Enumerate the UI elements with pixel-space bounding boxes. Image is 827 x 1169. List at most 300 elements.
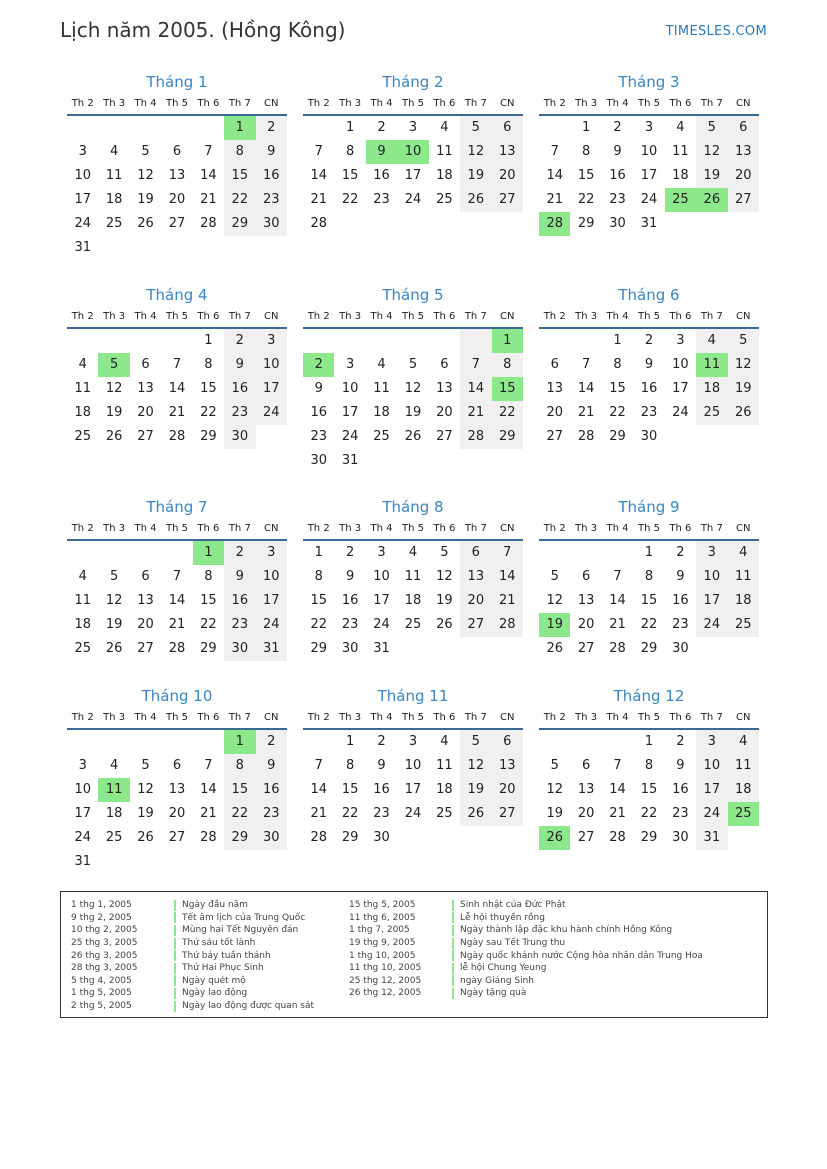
day-cell: 3 (256, 329, 287, 353)
legend-holiday-name: Thứ bảy tuần thánh (182, 950, 271, 961)
day-cell: 14 (546, 168, 563, 183)
day-cell: 15 (341, 782, 359, 797)
empty-day-cell (130, 329, 161, 353)
day-cell: 21 (200, 806, 217, 821)
legend-column-left (71, 899, 314, 1012)
day-cell: 30 (256, 212, 287, 236)
day-cell: 14 (310, 782, 327, 797)
day-cell: 8 (224, 754, 255, 778)
holiday-day-cell: 1 (224, 730, 255, 754)
legend-entry (71, 924, 314, 937)
day-cell: 1 (345, 120, 355, 135)
month-title: Tháng 2 (382, 73, 444, 91)
day-cell: 15 (224, 164, 255, 188)
weekday-label: Th 7 (464, 522, 487, 534)
day-cell: 29 (640, 830, 658, 845)
day-cell: 31 (74, 854, 91, 869)
day-cell: 29 (200, 641, 217, 656)
days-grid (539, 730, 759, 850)
weekday-label: Th 6 (197, 97, 220, 109)
legend-entry (71, 937, 314, 950)
day-cell: 24 (404, 192, 422, 207)
empty-day-cell (539, 730, 570, 754)
day-cell: 21 (609, 617, 626, 632)
empty-day-cell (193, 116, 224, 140)
legend-date: 26 thg 12, 2005 (349, 988, 422, 999)
day-cell: 6 (728, 116, 759, 140)
weekday-label: CN (736, 522, 751, 534)
day-cell: 10 (640, 144, 658, 159)
day-cell: 4 (696, 329, 727, 353)
day-cell: 15 (200, 593, 217, 608)
empty-day-cell (570, 541, 601, 565)
month-title: Tháng 4 (146, 286, 208, 304)
legend-marker (452, 900, 454, 911)
day-cell: 10 (373, 569, 390, 584)
day-cell: 16 (672, 782, 689, 797)
holiday-day-cell: 1 (224, 116, 255, 140)
day-cell: 27 (577, 641, 595, 656)
day-cell: 20 (436, 405, 453, 420)
day-cell: 8 (204, 357, 213, 372)
day-cell: 20 (492, 164, 523, 188)
legend-date: 9 thg 2, 2005 (71, 912, 132, 923)
day-cell: 23 (672, 617, 689, 632)
holiday-day-cell: 28 (539, 212, 570, 236)
day-cell: 19 (696, 164, 727, 188)
holiday-day-cell: 26 (539, 826, 570, 850)
month-calendar (303, 72, 523, 236)
legend-holiday-name: Ngày quốc khánh nước Cộng hòa nhân dân Trung Hoa (460, 950, 703, 961)
day-cell: 11 (404, 569, 422, 584)
day-cell: 25 (404, 617, 422, 632)
empty-day-cell (193, 730, 224, 754)
day-cell: 21 (168, 405, 186, 420)
weekday-label: Th 4 (370, 97, 393, 109)
weekday-label: Th 5 (637, 97, 660, 109)
weekday-header (303, 92, 523, 116)
weekday-label: CN (736, 97, 751, 109)
day-cell: 10 (256, 565, 287, 589)
day-cell: 2 (256, 116, 287, 140)
day-cell: 2 (676, 734, 685, 749)
legend-marker (452, 975, 454, 986)
empty-day-cell (334, 329, 365, 353)
day-cell: 16 (224, 377, 255, 401)
day-cell: 2 (613, 120, 622, 135)
days-grid (539, 541, 759, 661)
legend-date: 10 thg 2, 2005 (71, 925, 138, 936)
month-calendar (303, 497, 523, 661)
month-title: Tháng 1 (146, 73, 208, 91)
day-cell: 2 (377, 120, 386, 135)
day-cell: 23 (373, 806, 390, 821)
empty-day-cell (460, 329, 491, 353)
empty-day-cell (67, 730, 98, 754)
day-cell: 14 (168, 381, 186, 396)
weekday-label: Th 7 (228, 711, 251, 723)
holiday-day-cell: 25 (728, 802, 759, 826)
day-cell: 8 (644, 758, 654, 773)
day-cell: 21 (200, 192, 217, 207)
day-cell: 31 (341, 453, 359, 468)
day-cell: 7 (550, 144, 559, 159)
day-cell: 30 (310, 453, 327, 468)
weekday-label: Th 5 (637, 711, 660, 723)
day-cell: 3 (408, 120, 418, 135)
day-cell: 3 (696, 730, 727, 754)
legend-entry (71, 912, 314, 925)
day-cell: 18 (436, 168, 453, 183)
day-cell: 30 (640, 429, 658, 444)
day-cell: 6 (141, 357, 150, 372)
day-cell: 10 (696, 754, 727, 778)
day-cell: 23 (224, 613, 255, 637)
weekday-label: Th 3 (339, 310, 362, 322)
day-cell: 29 (341, 830, 359, 845)
day-cell: 11 (436, 758, 453, 773)
weekday-header (303, 305, 523, 329)
legend-holiday-name: Mùng hai Tết Nguyên đán (182, 925, 299, 936)
weekday-label: Th 4 (606, 97, 629, 109)
day-cell: 28 (310, 830, 327, 845)
day-cell: 22 (640, 617, 658, 632)
days-grid (539, 116, 759, 236)
legend-marker (452, 938, 454, 949)
day-cell: 19 (436, 593, 453, 608)
day-cell: 5 (728, 329, 759, 353)
day-cell: 11 (373, 381, 390, 396)
day-cell: 2 (345, 545, 355, 560)
legend-entry (71, 1000, 314, 1013)
day-cell: 31 (696, 826, 727, 850)
weekday-header (303, 517, 523, 541)
legend-holiday-name: Sinh nhật của Đức Phật (460, 900, 566, 911)
day-cell: 2 (224, 329, 255, 353)
day-cell: 17 (640, 168, 658, 183)
day-cell: 29 (492, 425, 523, 449)
day-cell: 26 (137, 830, 154, 845)
day-cell: 15 (224, 778, 255, 802)
weekday-label: Th 3 (103, 97, 126, 109)
day-cell: 25 (728, 613, 759, 637)
weekday-label: Th 7 (700, 522, 723, 534)
day-cell: 4 (78, 357, 87, 372)
day-cell: 23 (341, 617, 359, 632)
empty-day-cell (539, 116, 570, 140)
weekday-label: Th 5 (637, 522, 660, 534)
day-cell: 7 (204, 144, 213, 159)
weekday-label: CN (736, 310, 751, 322)
day-cell: 25 (74, 641, 91, 656)
legend-entry (349, 975, 703, 988)
weekday-label: Th 5 (165, 97, 188, 109)
legend-entry (71, 949, 314, 962)
day-cell: 27 (577, 830, 595, 845)
day-cell: 22 (200, 405, 217, 420)
day-cell: 29 (310, 641, 327, 656)
day-cell: 24 (373, 617, 390, 632)
day-cell: 17 (373, 593, 390, 608)
weekday-label: Th 3 (575, 97, 598, 109)
day-cell: 9 (345, 569, 355, 584)
legend-entry (349, 987, 703, 1000)
weekday-label: CN (264, 310, 279, 322)
day-cell: 7 (492, 541, 523, 565)
day-cell: 11 (728, 754, 759, 778)
day-cell: 8 (345, 144, 355, 159)
holiday-day-cell: 25 (665, 188, 696, 212)
day-cell: 26 (460, 802, 491, 826)
day-cell: 19 (728, 377, 759, 401)
weekday-header (539, 92, 759, 116)
month-calendar (539, 686, 759, 850)
day-cell: 27 (460, 613, 491, 637)
day-cell: 16 (341, 593, 359, 608)
day-cell: 13 (436, 381, 453, 396)
day-cell: 4 (78, 569, 87, 584)
day-cell: 18 (436, 782, 453, 797)
day-cell: 30 (672, 830, 689, 845)
day-cell: 26 (105, 641, 123, 656)
day-cell: 28 (609, 641, 626, 656)
day-cell: 15 (341, 168, 359, 183)
empty-day-cell (130, 730, 161, 754)
day-cell: 6 (581, 569, 591, 584)
weekday-label: Th 2 (71, 522, 94, 534)
day-cell: 21 (577, 405, 595, 420)
day-cell: 14 (460, 377, 491, 401)
day-cell: 30 (672, 641, 689, 656)
day-cell: 25 (436, 806, 453, 821)
weekday-label: Th 7 (700, 97, 723, 109)
day-cell: 27 (492, 188, 523, 212)
day-cell: 9 (676, 758, 685, 773)
weekday-label: Th 2 (307, 310, 330, 322)
legend-holiday-name: Ngày sau Tết Trung thu (460, 938, 566, 949)
day-cell: 8 (314, 569, 323, 584)
day-cell: 30 (256, 826, 287, 850)
day-cell: 4 (676, 120, 685, 135)
day-cell: 17 (404, 782, 422, 797)
weekday-label: Th 6 (669, 310, 692, 322)
legend-marker (174, 912, 176, 923)
day-cell: 4 (728, 730, 759, 754)
weekday-label: Th 2 (71, 97, 94, 109)
page-title: Lịch năm 2005. (Hồng Kông) (60, 18, 346, 42)
day-cell: 3 (345, 357, 355, 372)
day-cell: 28 (460, 425, 491, 449)
day-cell: 16 (373, 782, 390, 797)
legend-marker (452, 988, 454, 999)
weekday-label: CN (736, 711, 751, 723)
holiday-day-cell: 26 (696, 188, 727, 212)
day-cell: 12 (436, 569, 453, 584)
legend-holiday-name: Ngày quét mộ (182, 975, 246, 986)
day-cell: 2 (224, 541, 255, 565)
day-cell: 8 (581, 144, 591, 159)
days-grid (303, 730, 523, 850)
day-cell: 24 (672, 405, 689, 420)
weekday-label: Th 5 (401, 310, 424, 322)
weekday-header (539, 517, 759, 541)
day-cell: 10 (696, 565, 727, 589)
legend-holiday-name: ngày Giáng Sinh (460, 975, 535, 986)
empty-day-cell (429, 329, 460, 353)
day-cell: 13 (137, 381, 154, 396)
day-cell: 29 (577, 216, 595, 231)
day-cell: 21 (492, 589, 523, 613)
empty-day-cell (67, 329, 98, 353)
day-cell: 21 (460, 401, 491, 425)
day-cell: 6 (141, 569, 150, 584)
day-cell: 28 (577, 429, 595, 444)
weekday-label: CN (264, 711, 279, 723)
month-title: Tháng 3 (618, 73, 680, 91)
legend-entry (71, 987, 314, 1000)
empty-day-cell (130, 116, 161, 140)
day-cell: 20 (168, 806, 186, 821)
weekday-label: Th 2 (543, 711, 566, 723)
days-grid (303, 329, 523, 473)
day-cell: 18 (728, 778, 759, 802)
day-cell: 12 (105, 381, 123, 396)
legend-holiday-name: Ngày thành lập đặc khu hành chính Hồng Kông (460, 925, 673, 936)
day-cell: 13 (137, 593, 154, 608)
day-cell: 16 (224, 589, 255, 613)
legend-marker (174, 950, 176, 961)
weekday-header (67, 305, 287, 329)
weekday-label: Th 5 (401, 522, 424, 534)
day-cell: 5 (440, 545, 449, 560)
weekday-label: CN (500, 711, 515, 723)
day-cell: 9 (224, 565, 255, 589)
day-cell: 9 (256, 140, 287, 164)
day-cell: 26 (137, 216, 154, 231)
weekday-label: Th 2 (307, 711, 330, 723)
empty-day-cell (161, 116, 192, 140)
brand-link[interactable]: TIMESLES.COM (665, 24, 767, 39)
day-cell: 1 (613, 333, 622, 348)
month-title: Tháng 7 (146, 498, 208, 516)
holiday-day-cell: 10 (397, 140, 428, 164)
day-cell: 24 (256, 613, 287, 637)
day-cell: 9 (256, 754, 287, 778)
legend-holiday-name: Ngày tặng quà (460, 988, 527, 999)
month-calendar (539, 72, 759, 236)
weekday-label: Th 3 (103, 711, 126, 723)
day-cell: 15 (640, 593, 658, 608)
weekday-label: Th 3 (339, 711, 362, 723)
weekday-label: Th 4 (134, 522, 157, 534)
day-cell: 25 (436, 192, 453, 207)
month-calendar (539, 497, 759, 661)
day-cell: 10 (672, 357, 689, 372)
day-cell: 16 (373, 168, 390, 183)
day-cell: 24 (696, 613, 727, 637)
day-cell: 21 (310, 192, 327, 207)
day-cell: 21 (168, 617, 186, 632)
day-cell: 3 (644, 120, 654, 135)
day-cell: 1 (644, 734, 654, 749)
day-cell: 28 (168, 641, 186, 656)
legend-entry (71, 962, 314, 975)
weekday-label: Th 6 (433, 711, 456, 723)
weekday-label: Th 4 (606, 522, 629, 534)
day-cell: 20 (460, 589, 491, 613)
day-cell: 29 (640, 641, 658, 656)
day-cell: 15 (577, 168, 595, 183)
weekday-label: Th 2 (307, 522, 330, 534)
legend-holiday-name: Ngày lao động được quan sát (182, 1001, 314, 1012)
day-cell: 26 (460, 188, 491, 212)
day-cell: 2 (676, 545, 685, 560)
month-calendar (539, 285, 759, 449)
day-cell: 9 (613, 144, 622, 159)
weekday-label: Th 3 (575, 310, 598, 322)
legend-date: 19 thg 9, 2005 (349, 938, 416, 949)
day-cell: 15 (640, 782, 658, 797)
empty-day-cell (130, 541, 161, 565)
days-grid (539, 329, 759, 449)
weekday-label: CN (500, 97, 515, 109)
day-cell: 13 (492, 754, 523, 778)
day-cell: 10 (404, 758, 422, 773)
holiday-day-cell: 5 (98, 353, 129, 377)
weekday-label: Th 4 (606, 711, 629, 723)
day-cell: 17 (672, 381, 689, 396)
month-calendar (303, 285, 523, 473)
day-cell: 12 (460, 140, 491, 164)
day-cell: 25 (373, 429, 390, 444)
days-grid (67, 730, 287, 874)
day-cell: 27 (168, 830, 186, 845)
day-cell: 31 (373, 641, 390, 656)
weekday-label: Th 6 (197, 310, 220, 322)
day-cell: 17 (256, 377, 287, 401)
legend-holiday-name: Tết âm lịch của Trung Quốc (182, 912, 306, 923)
legend-entry (349, 912, 703, 925)
day-cell: 17 (74, 192, 91, 207)
holiday-day-cell: 1 (492, 329, 523, 353)
days-grid (303, 541, 523, 661)
day-cell: 3 (256, 541, 287, 565)
holiday-day-cell: 9 (366, 140, 397, 164)
day-cell: 29 (609, 429, 626, 444)
empty-day-cell (67, 541, 98, 565)
legend-holiday-name: Ngày đầu năm (182, 900, 248, 911)
weekday-label: Th 4 (370, 310, 393, 322)
day-cell: 6 (492, 116, 523, 140)
day-cell: 22 (341, 192, 359, 207)
empty-day-cell (98, 541, 129, 565)
weekday-label: Th 4 (134, 97, 157, 109)
day-cell: 20 (492, 778, 523, 802)
empty-day-cell (67, 116, 98, 140)
legend-holiday-name: lễ hội Chung Yeung (460, 963, 547, 974)
legend-marker (174, 975, 176, 986)
day-cell: 13 (577, 782, 595, 797)
day-cell: 24 (341, 429, 359, 444)
day-cell: 28 (492, 613, 523, 637)
day-cell: 16 (640, 381, 658, 396)
day-cell: 30 (373, 830, 390, 845)
month-title: Tháng 6 (618, 286, 680, 304)
day-cell: 12 (546, 593, 563, 608)
day-cell: 7 (613, 758, 622, 773)
day-cell: 29 (200, 429, 217, 444)
month-calendar (303, 686, 523, 850)
